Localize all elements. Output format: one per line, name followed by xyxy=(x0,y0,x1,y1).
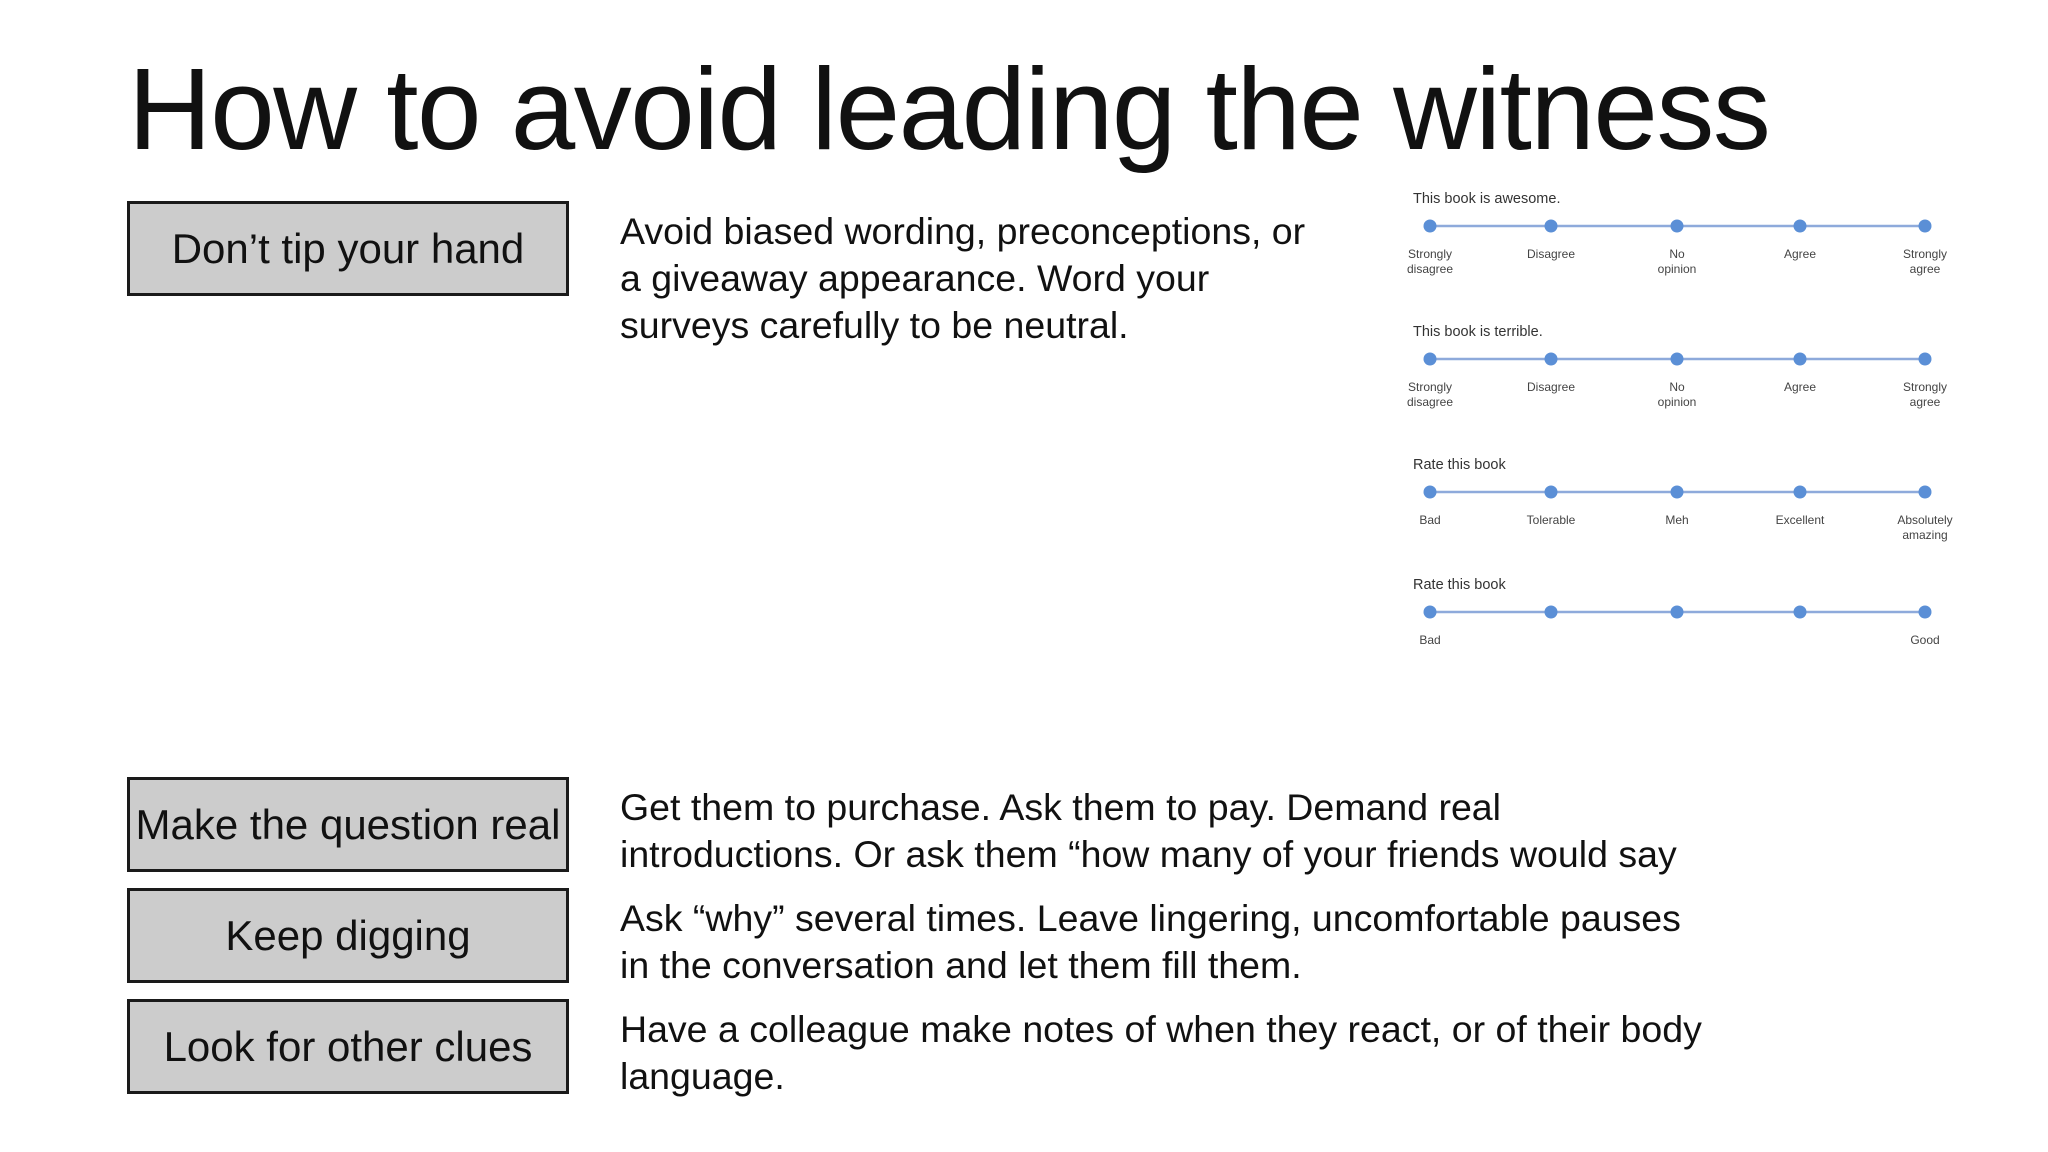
scale-point-label: Good xyxy=(1910,633,1940,647)
scale-point-label: Strongly xyxy=(1407,380,1453,394)
scale-point-label: Strongly xyxy=(1902,247,1948,261)
scale-point-label: Agree xyxy=(1783,380,1817,394)
scale-point-label: Bad xyxy=(1419,633,1441,647)
scale-point xyxy=(1545,220,1558,233)
survey-scale xyxy=(1413,457,1953,542)
scale-point-label: Excellent xyxy=(1775,513,1825,527)
scale-point xyxy=(1424,606,1437,619)
scale-point-label: Bad xyxy=(1419,513,1441,527)
scale-point xyxy=(1794,606,1807,619)
survey-scale xyxy=(1407,324,1947,409)
scale-point-label: Tolerable xyxy=(1526,513,1576,527)
desc-keep-digging xyxy=(620,895,1681,989)
scale-point-label: opinion xyxy=(1657,262,1697,276)
scale-point-label: Disagree xyxy=(1526,380,1576,394)
desc-line: Have a colleague make notes of when they react, or of their body xyxy=(620,1008,1702,1050)
scale-point xyxy=(1919,353,1932,366)
desc-look-for-other-clues xyxy=(620,1006,1702,1100)
scale-point-label: Disagree xyxy=(1526,247,1576,261)
desc-line: Get them to purchase. Ask them to pay. Demand real xyxy=(620,786,1501,828)
scale-point-label: agree xyxy=(1909,262,1941,276)
scale-point xyxy=(1424,486,1437,499)
scale-point xyxy=(1545,606,1558,619)
survey-scales-figure xyxy=(1380,180,1980,680)
survey-scale xyxy=(1413,577,1940,647)
desc-dont-tip-your-hand xyxy=(620,208,1305,349)
scale-point xyxy=(1794,220,1807,233)
scale-point-label: opinion xyxy=(1657,395,1697,409)
scale-point-label: Agree xyxy=(1783,247,1817,261)
survey-scales-svg xyxy=(1380,180,1980,680)
scale-point-label: No xyxy=(1669,380,1685,394)
desc-line: language. xyxy=(620,1055,785,1097)
scale-point-label: amazing xyxy=(1902,528,1948,542)
scale-point xyxy=(1794,353,1807,366)
scale-point xyxy=(1919,606,1932,619)
scale-point xyxy=(1545,486,1558,499)
desc-line: introductions. Or ask them “how many of your friends would say xyxy=(620,833,1677,875)
scale-point-label: disagree xyxy=(1406,262,1454,276)
scale-title: This book is terrible. xyxy=(1413,324,1543,340)
scale-point-label: disagree xyxy=(1406,395,1454,409)
tag-dont-tip-your-hand xyxy=(127,201,569,296)
scale-point xyxy=(1671,486,1684,499)
desc-line: a giveaway appearance. Word your xyxy=(620,257,1210,299)
scale-point xyxy=(1424,353,1437,366)
scale-point-label: Strongly xyxy=(1902,380,1948,394)
tag-label: Look for other clues xyxy=(163,1022,533,1070)
scale-point xyxy=(1671,606,1684,619)
scale-title: Rate this book xyxy=(1413,457,1506,473)
scale-point xyxy=(1671,220,1684,233)
tag-label: Make the question real xyxy=(135,800,561,848)
scale-point xyxy=(1919,486,1932,499)
scale-point xyxy=(1671,353,1684,366)
tag-label: Don’t tip your hand xyxy=(171,224,525,272)
scale-point-label: Absolutely xyxy=(1897,513,1953,527)
desc-line: in the conversation and let them fill them. xyxy=(620,944,1302,986)
tag-look-for-other-clues xyxy=(127,999,569,1094)
scale-point xyxy=(1919,220,1932,233)
scale-point xyxy=(1545,353,1558,366)
scale-point xyxy=(1794,486,1807,499)
tag-make-the-question-real xyxy=(127,777,569,872)
scale-point xyxy=(1424,220,1437,233)
scale-title: This book is awesome. xyxy=(1413,191,1561,207)
scale-point-label: Meh xyxy=(1665,513,1689,527)
scale-point-label: No xyxy=(1669,247,1685,261)
slide-title: How to avoid leading the witness xyxy=(128,44,1770,174)
scale-title: Rate this book xyxy=(1413,577,1506,593)
desc-line: Avoid biased wording, preconceptions, or xyxy=(620,210,1306,252)
tag-keep-digging xyxy=(127,888,569,983)
scale-point-label: Strongly xyxy=(1407,247,1453,261)
scale-point-label: agree xyxy=(1909,395,1941,409)
desc-line: Ask “why” several times. Leave lingering, uncomfortable pauses xyxy=(620,897,1681,939)
desc-line: surveys carefully to be neutral. xyxy=(620,304,1129,346)
survey-scale xyxy=(1407,191,1947,276)
tag-label: Keep digging xyxy=(225,911,471,959)
desc-make-the-question-real xyxy=(620,784,1677,878)
